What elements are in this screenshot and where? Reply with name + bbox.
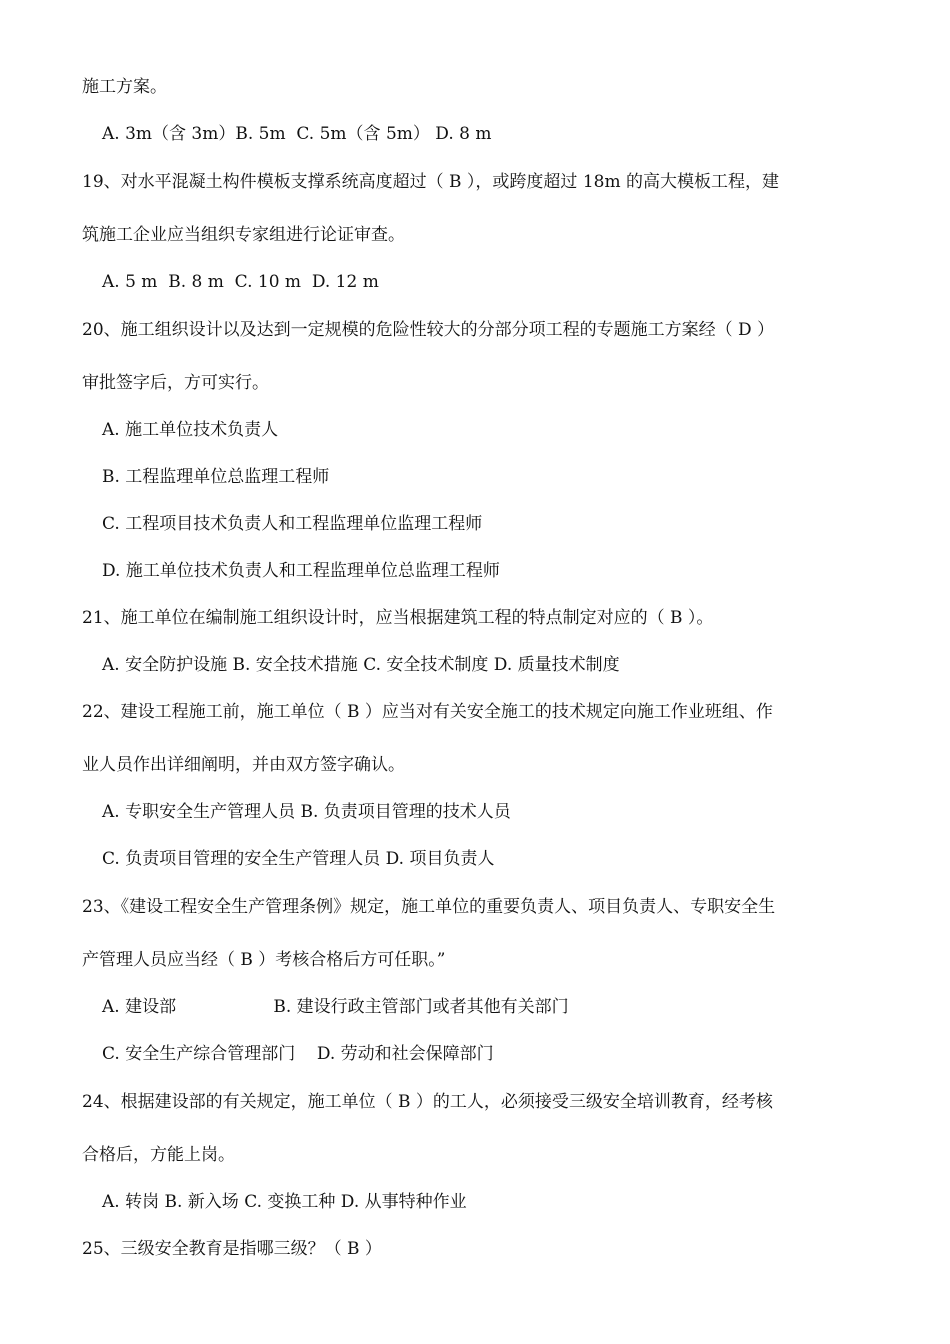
option-line: D. 施工单位技术负责人和工程监理单位总监理工程师 [102, 561, 500, 581]
question-23: 23、《建设工程安全生产管理条例》规定，施工单位的重要负责人、项目负责人、专职安全生 [82, 897, 776, 917]
option-line: A. 5 m B. 8 m C. 10 m D. 12 m [102, 272, 379, 292]
option-line: C. 工程项目技术负责人和工程监理单位监理工程师 [102, 514, 483, 534]
question-24: 24、根据建设部的有关规定，施工单位（ B ）的工人，必须接受三级安全培训教育，经考核 [82, 1092, 773, 1112]
text-line: 合格后，方能上岗。 [82, 1145, 235, 1165]
option-line: A. 施工单位技术负责人 [102, 420, 279, 440]
option-line: C. 安全生产综合管理部门 D. 劳动和社会保障部门 [102, 1044, 494, 1064]
question-20: 20、施工组织设计以及达到一定规模的危险性较大的分部分项工程的专题施工方案经（ D ） [82, 320, 775, 340]
question-19: 19、对水平混凝土构件模板支撑系统高度超过（ B ），或跨度超过 18m 的高大模板工程，建 [82, 172, 779, 192]
text-line: 施工方案。 [82, 77, 167, 97]
option-line: B. 工程监理单位总监理工程师 [102, 467, 330, 487]
option-line: A. 安全防护设施 B. 安全技术措施 C. 安全技术制度 D. 质量技术制度 [102, 655, 620, 675]
question-22: 22、建设工程施工前，施工单位（ B ）应当对有关安全施工的技术规定向施工作业班组、作 [82, 702, 773, 722]
question-21: 21、施工单位在编制施工组织设计时，应当根据建筑工程的特点制定对应的（ B ）。 [82, 608, 714, 628]
text-line: 产管理人员应当经（ B ）考核合格后方可任职。” [82, 950, 446, 970]
option-line: A. 建设部 B. 建设行政主管部门或者其他有关部门 [102, 997, 569, 1017]
option-line: A. 3m（含 3m）B. 5m C. 5m（含 5m） D. 8 m [102, 124, 492, 144]
text-line: 审批签字后，方可实行。 [82, 373, 269, 393]
text-line: 筑施工企业应当组织专家组进行论证审查。 [82, 225, 405, 245]
option-line: A. 转岗 B. 新入场 C. 变换工种 D. 从事特种作业 [102, 1192, 467, 1212]
option-line: C. 负责项目管理的安全生产管理人员 D. 项目负责人 [102, 849, 495, 869]
question-25: 25、三级安全教育是指哪三级？（ B ） [82, 1239, 382, 1259]
text-line: 业人员作出详细阐明，并由双方签字确认。 [82, 755, 405, 775]
option-line: A. 专职安全生产管理人员 B. 负责项目管理的技术人员 [102, 802, 511, 822]
